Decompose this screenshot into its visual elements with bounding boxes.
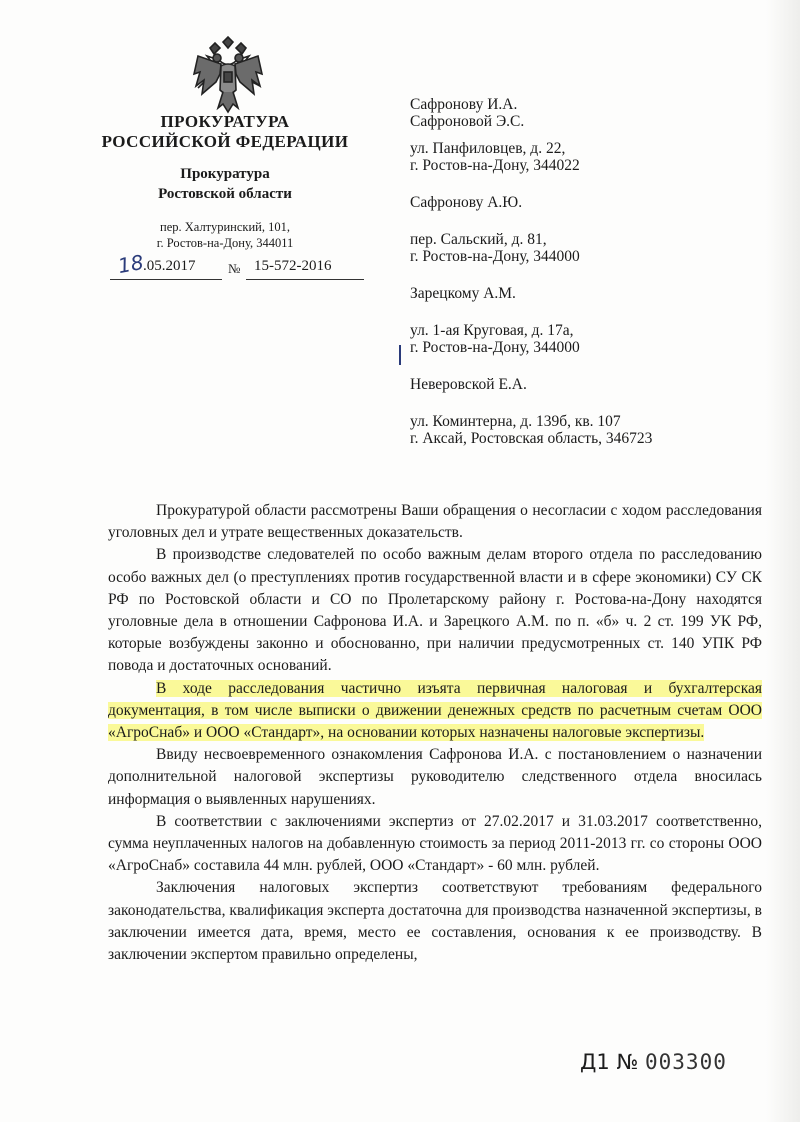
body-paragraph: Заключения налоговых экспертиз соответствуют требованиям федерального законодательства, квалификация эксперта достаточна для производства назначенной экспертизы, в заключении имеется дата, время, место ее составления, основания к ее производству. В заключении экспертом правильно определены,: [108, 879, 762, 964]
recipient-name: Сафронову И.А.: [410, 96, 518, 113]
highlighted-text: В ходе расследования частично изъята первичная налоговая и бухгалтерская документация, в том числе выписки о движении денежных средств по расчетным счетам ООО «АгроСнаб» и ООО «Стандарт», на основании которых назначены налоговые экспертизы.: [108, 679, 762, 742]
form-code: Д1: [580, 1050, 610, 1074]
recipient-address-line: г. Ростов-на-Дону, 344022: [410, 157, 580, 174]
form-serial-number: 003300: [645, 1050, 727, 1074]
issuer-subtitle-line1: Прокуратура: [180, 166, 270, 182]
number-underline: [246, 279, 364, 280]
body-paragraph: В производстве следователей по особо важным делам второго отдела по расследованию особо важных дел (о преступлениях против государственной власти и в сфере экономики) СУ СК РФ по Ростовской области и СО по Пролетарскому району г. Ростова-на-Дону находятся уголовные дела в отношении Сафронова И.А. и Зарецкого А.М. по п. «б» ч. 2 ст. 199 УК РФ, которые возбуждены законно и обоснованно, при наличии предусмотренных ст. 140 УПК РФ повода и достаточных оснований.: [108, 546, 762, 675]
russian-eagle-emblem-icon: [190, 34, 266, 118]
recipient-address-line: ул. Панфиловцев, д. 22,: [410, 140, 566, 157]
recipient-name: Сафронову А.Ю.: [410, 194, 523, 211]
issuer-address: [120, 219, 330, 251]
form-serial-stamp: [580, 1050, 727, 1074]
recipients-block: [410, 96, 770, 447]
recipient-address-line: г. Аксай, Ростовская область, 346723: [410, 430, 653, 447]
issuer-title-line2: РОССИЙСКОЙ ФЕДЕРАЦИИ: [101, 132, 349, 151]
recipient-name: Неверовской Е.А.: [410, 376, 527, 393]
recipient-address-line: г. Ростов-на-Дону, 344000: [410, 339, 580, 356]
body-paragraph-highlighted: [108, 678, 762, 745]
scan-shadow-edge: [766, 0, 800, 1122]
issuer-subtitle-line2: Ростовской области: [158, 186, 292, 202]
date-month-year: .05.2017: [143, 258, 196, 274]
issuer-block: [60, 112, 390, 204]
recipient-address-line: ул. Коминтерна, д. 139б, кв. 107: [410, 413, 621, 430]
handwritten-day: 18: [116, 249, 146, 279]
letter-body: [108, 500, 762, 966]
number-sign: №: [228, 261, 241, 276]
issuer-title-line1: ПРОКУРАТУРА: [160, 112, 290, 131]
recipient-name: Сафроновой Э.С.: [410, 113, 525, 130]
handwritten-tick-icon: [398, 345, 402, 367]
body-paragraph: Прокуратурой области рассмотрены Ваши обращения о несогласии с ходом расследования уголовных дел и утрате вещественных доказательств.: [108, 502, 762, 542]
body-paragraph: В соответствии с заключениями экспертиз от 27.02.2017 и 31.03.2017 соответственно, сумма неуплаченных налогов на добавленную стоимость за период 2011-2013 гг. со стороны ООО «АгроСнаб» составила 44 млн. рублей, ООО «Стандарт» - 60 млн. рублей.: [108, 812, 762, 875]
registration-number: 15-572-2016: [254, 258, 332, 274]
registration-line: [96, 249, 366, 284]
recipient-name: Зарецкому А.М.: [410, 285, 516, 302]
form-number-sign: №: [616, 1050, 639, 1074]
recipient-address-line: пер. Сальский, д. 81,: [410, 231, 547, 248]
recipient-address-line: ул. 1-ая Круговая, д. 17а,: [410, 322, 574, 339]
recipient-address-line: г. Ростов-на-Дону, 344000: [410, 248, 580, 265]
body-paragraph: Ввиду несвоевременного ознакомления Сафронова И.А. с постановлением о назначении дополнительной налоговой экспертизы руководителю следственного отдела вносилась информация о выявленных нарушениях.: [108, 746, 762, 808]
date-underline: [110, 279, 222, 280]
issuer-address-line1: пер. Халтуринский, 101,: [160, 220, 290, 234]
issuer-address-line2: г. Ростов-на-Дону, 344011: [156, 236, 294, 250]
